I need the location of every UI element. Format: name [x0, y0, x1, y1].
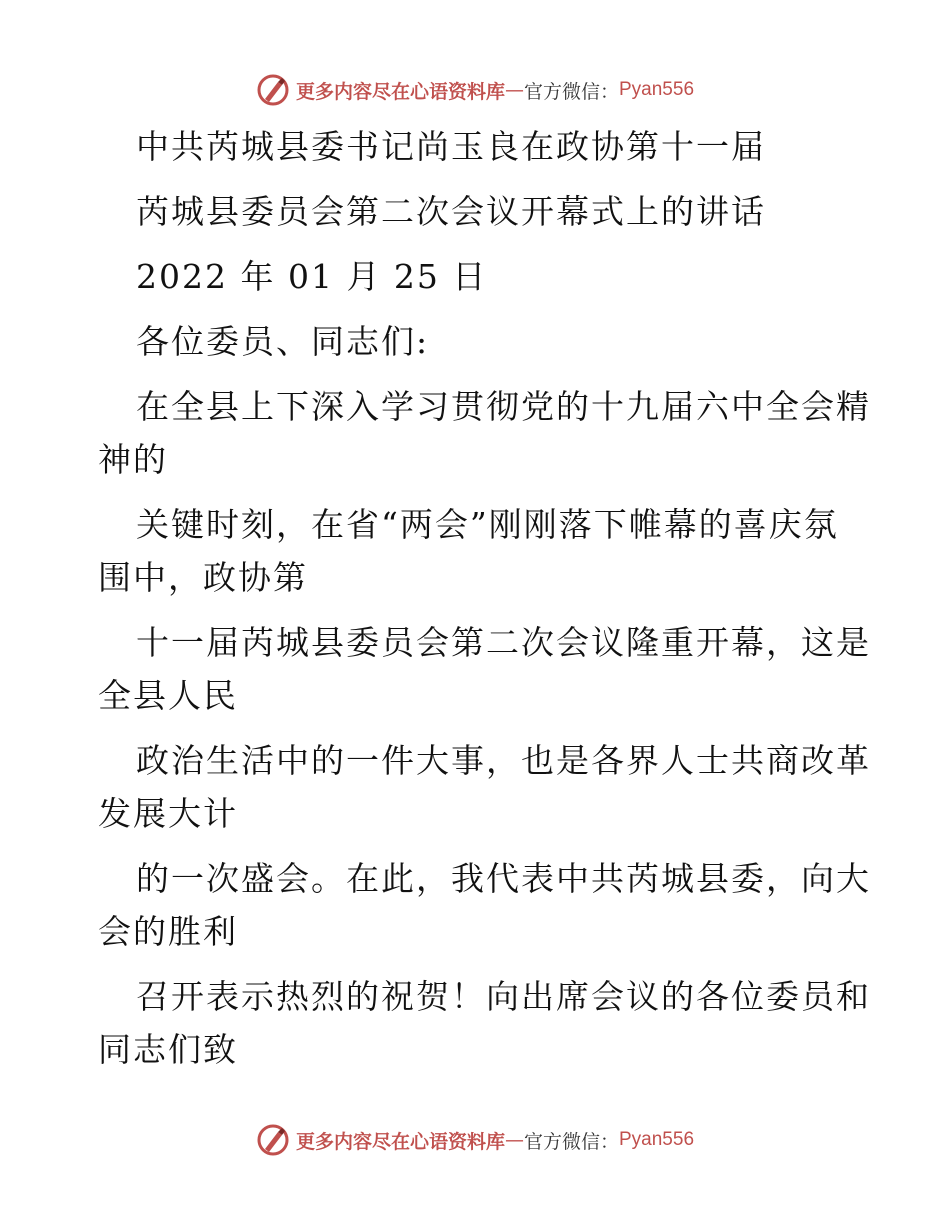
title-line-2: 芮城县委员会第二次会议开幕式上的讲话	[136, 192, 766, 231]
watermark-main-text: 更多内容尽在心语资料库	[295, 80, 505, 103]
paragraph-line: 发展大计	[98, 794, 238, 833]
paragraph-line: 政治生活中的一件大事，也是各界人士共商改革	[136, 741, 871, 780]
pen-logo-icon	[256, 1123, 290, 1157]
watermark-label: 官方微信：	[523, 80, 619, 103]
watermark-dash: —	[504, 79, 524, 101]
paragraph	[98, 856, 871, 954]
watermark-label: 官方微信：	[523, 1130, 619, 1153]
paragraph	[98, 738, 871, 836]
paragraph-line: 会的胜利	[98, 912, 238, 951]
header-watermark	[0, 70, 950, 110]
watermark-id: Pyan556	[619, 79, 695, 100]
watermark-id: Pyan556	[619, 1129, 695, 1150]
salutation: 各位委员、同志们:	[136, 322, 430, 361]
paragraph-line: 在全县上下深入学习贯彻党的十九届六中全会精	[136, 387, 871, 426]
paragraph-line: 关键时刻，在省“两会”刚刚落下帷幕的喜庆氛	[136, 505, 839, 544]
title-line-1: 中共芮城县委书记尚玉良在政协第十一届	[136, 127, 766, 166]
document-body	[98, 124, 871, 1092]
paragraph-line: 全县人民	[98, 676, 238, 715]
paragraph	[98, 384, 871, 482]
paragraph-line: 的一次盛会。在此，我代表中共芮城县委，向大	[136, 859, 871, 898]
paragraph-line: 十一届芮城县委员会第二次会议隆重开幕，这是	[136, 623, 871, 662]
paragraph-line: 召开表示热烈的祝贺！向出席会议的各位委员和	[136, 977, 871, 1016]
watermark-dash: —	[504, 1129, 524, 1151]
paragraph	[98, 502, 858, 600]
paragraph	[98, 974, 871, 1072]
paragraph-line: 围中，政协第	[98, 558, 308, 597]
pen-logo-icon	[256, 73, 290, 107]
footer-watermark	[0, 1120, 950, 1160]
speech-date: 2022 年 01 月 25 日	[136, 257, 488, 296]
paragraph-line: 神的	[98, 440, 168, 479]
paragraph	[98, 620, 871, 718]
watermark-main-text: 更多内容尽在心语资料库	[295, 1130, 505, 1153]
paragraph-line: 同志们致	[98, 1030, 238, 1069]
